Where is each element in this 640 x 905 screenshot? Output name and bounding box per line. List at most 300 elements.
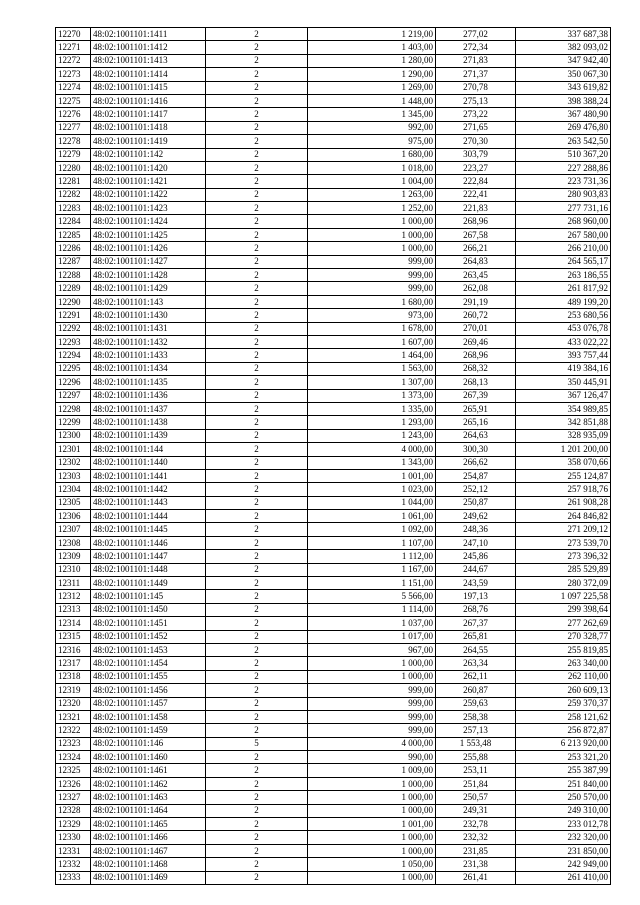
row-number-cell: 12327 (56, 791, 91, 804)
cadastral-number-cell: 48:02:1001101:1440 (91, 456, 206, 469)
table-row (56, 94, 611, 107)
cadastral-value-cell: 263 542,50 (516, 135, 611, 148)
specific-value-cell: 232,32 (436, 831, 516, 844)
area-cell: 1 044,00 (308, 496, 436, 509)
specific-value-cell: 245,86 (436, 550, 516, 563)
area-cell: 1 018,00 (308, 161, 436, 174)
specific-value-cell: 269,46 (436, 335, 516, 348)
category-code-cell: 2 (206, 402, 308, 415)
cadastral-value-cell: 398 388,24 (516, 94, 611, 107)
category-code-cell: 2 (206, 54, 308, 67)
cadastral-number-cell: 48:02:1001101:1428 (91, 269, 206, 282)
area-cell: 1 293,00 (308, 416, 436, 429)
table-row (56, 429, 611, 442)
cadastral-number-cell: 48:02:1001101:1450 (91, 603, 206, 616)
table-row (56, 577, 611, 590)
table-row (56, 376, 611, 389)
area-cell: 1 000,00 (308, 228, 436, 241)
category-code-cell: 2 (206, 684, 308, 697)
cadastral-value-cell: 280 372,09 (516, 577, 611, 590)
row-number-cell: 12326 (56, 777, 91, 790)
specific-value-cell: 264,63 (436, 429, 516, 442)
category-code-cell: 2 (206, 389, 308, 402)
cadastral-number-cell: 48:02:1001101:144 (91, 443, 206, 456)
row-number-cell: 12323 (56, 737, 91, 750)
cadastral-number-cell: 48:02:1001101:1465 (91, 818, 206, 831)
table-row (56, 751, 611, 764)
cadastral-value-cell: 6 213 920,00 (516, 737, 611, 750)
cadastral-value-cell: 253 321,20 (516, 751, 611, 764)
specific-value-cell: 272,34 (436, 41, 516, 54)
cadastral-value-cell: 253 680,56 (516, 309, 611, 322)
category-code-cell: 2 (206, 443, 308, 456)
category-code-cell: 2 (206, 362, 308, 375)
specific-value-cell: 253,11 (436, 764, 516, 777)
category-code-cell: 2 (206, 202, 308, 215)
table-row (56, 791, 611, 804)
table-row (56, 831, 611, 844)
area-cell: 1 004,00 (308, 175, 436, 188)
specific-value-cell: 258,38 (436, 710, 516, 723)
specific-value-cell: 263,45 (436, 269, 516, 282)
table-row (56, 871, 611, 884)
cadastral-number-cell: 48:02:1001101:1444 (91, 510, 206, 523)
row-number-cell: 12305 (56, 496, 91, 509)
cadastral-value-cell: 433 022,22 (516, 335, 611, 348)
cadastral-value-cell: 264 846,82 (516, 510, 611, 523)
cadastral-value-cell: 256 872,87 (516, 724, 611, 737)
row-number-cell: 12292 (56, 322, 91, 335)
category-code-cell: 2 (206, 630, 308, 643)
cadastral-number-cell: 48:02:1001101:1459 (91, 724, 206, 737)
table-row (56, 68, 611, 81)
row-number-cell: 12291 (56, 309, 91, 322)
area-cell: 1 167,00 (308, 563, 436, 576)
category-code-cell: 2 (206, 81, 308, 94)
category-code-cell: 2 (206, 148, 308, 161)
category-code-cell: 2 (206, 777, 308, 790)
specific-value-cell: 271,65 (436, 121, 516, 134)
cadastral-number-cell: 48:02:1001101:1423 (91, 202, 206, 215)
row-number-cell: 12312 (56, 590, 91, 603)
cadastral-value-table (55, 27, 611, 885)
table-row (56, 228, 611, 241)
cadastral-number-cell: 48:02:1001101:1411 (91, 28, 206, 41)
table-row (56, 362, 611, 375)
table-row (56, 657, 611, 670)
cadastral-value-cell: 273 539,70 (516, 536, 611, 549)
category-code-cell: 2 (206, 228, 308, 241)
table-row (56, 710, 611, 723)
cadastral-value-cell: 257 918,76 (516, 483, 611, 496)
row-number-cell: 12333 (56, 871, 91, 884)
table-row (56, 54, 611, 67)
row-number-cell: 12324 (56, 751, 91, 764)
cadastral-value-cell: 350 445,91 (516, 376, 611, 389)
category-code-cell: 2 (206, 41, 308, 54)
area-cell: 1 112,00 (308, 550, 436, 563)
area-cell: 1 464,00 (308, 349, 436, 362)
area-cell: 4 000,00 (308, 737, 436, 750)
area-cell: 992,00 (308, 121, 436, 134)
area-cell: 1 243,00 (308, 429, 436, 442)
area-cell: 1 345,00 (308, 108, 436, 121)
specific-value-cell: 291,19 (436, 295, 516, 308)
cadastral-value-cell: 268 960,00 (516, 215, 611, 228)
category-code-cell: 2 (206, 764, 308, 777)
area-cell: 1 000,00 (308, 804, 436, 817)
table-row (56, 764, 611, 777)
row-number-cell: 12319 (56, 684, 91, 697)
table-row (56, 81, 611, 94)
row-number-cell: 12314 (56, 617, 91, 630)
specific-value-cell: 277,02 (436, 28, 516, 41)
table-row (56, 844, 611, 857)
category-code-cell: 2 (206, 376, 308, 389)
cadastral-value-cell: 231 850,00 (516, 844, 611, 857)
category-code-cell: 2 (206, 617, 308, 630)
table-row (56, 469, 611, 482)
cadastral-value-cell: 260 609,13 (516, 684, 611, 697)
cadastral-value-cell: 337 687,38 (516, 28, 611, 41)
cadastral-value-cell: 277 731,16 (516, 202, 611, 215)
category-code-cell: 2 (206, 818, 308, 831)
area-cell: 1 000,00 (308, 844, 436, 857)
category-code-cell: 2 (206, 349, 308, 362)
area-cell: 1 403,00 (308, 41, 436, 54)
cadastral-number-cell: 48:02:1001101:1425 (91, 228, 206, 241)
specific-value-cell: 265,91 (436, 402, 516, 415)
row-number-cell: 12281 (56, 175, 91, 188)
cadastral-value-cell: 258 121,62 (516, 710, 611, 723)
row-number-cell: 12289 (56, 282, 91, 295)
category-code-cell: 2 (206, 751, 308, 764)
cadastral-value-cell: 273 396,32 (516, 550, 611, 563)
cadastral-number-cell: 48:02:1001101:1454 (91, 657, 206, 670)
cadastral-value-cell: 223 731,36 (516, 175, 611, 188)
category-code-cell: 2 (206, 657, 308, 670)
area-cell: 1 092,00 (308, 523, 436, 536)
category-code-cell: 2 (206, 710, 308, 723)
category-code-cell: 2 (206, 242, 308, 255)
table-row (56, 804, 611, 817)
cadastral-number-cell: 48:02:1001101:142 (91, 148, 206, 161)
category-code-cell: 2 (206, 697, 308, 710)
specific-value-cell: 267,58 (436, 228, 516, 241)
cadastral-value-cell: 285 529,89 (516, 563, 611, 576)
cadastral-value-cell: 261 410,00 (516, 871, 611, 884)
specific-value-cell: 197,13 (436, 590, 516, 603)
row-number-cell: 12330 (56, 831, 91, 844)
category-code-cell: 2 (206, 804, 308, 817)
area-cell: 990,00 (308, 751, 436, 764)
table-row (56, 818, 611, 831)
area-cell: 975,00 (308, 135, 436, 148)
row-number-cell: 12317 (56, 657, 91, 670)
cadastral-number-cell: 48:02:1001101:1424 (91, 215, 206, 228)
cadastral-value-cell: 233 012,78 (516, 818, 611, 831)
specific-value-cell: 1 553,48 (436, 737, 516, 750)
area-cell: 1 114,00 (308, 603, 436, 616)
cadastral-value-cell: 262 110,00 (516, 670, 611, 683)
category-code-cell: 2 (206, 135, 308, 148)
cadastral-number-cell: 48:02:1001101:1432 (91, 335, 206, 348)
cadastral-value-cell: 367 480,90 (516, 108, 611, 121)
cadastral-number-cell: 48:02:1001101:1429 (91, 282, 206, 295)
category-code-cell: 2 (206, 108, 308, 121)
category-code-cell: 2 (206, 121, 308, 134)
specific-value-cell: 266,21 (436, 242, 516, 255)
area-cell: 1 000,00 (308, 871, 436, 884)
row-number-cell: 12284 (56, 215, 91, 228)
specific-value-cell: 263,34 (436, 657, 516, 670)
cadastral-value-cell: 347 942,40 (516, 54, 611, 67)
cadastral-number-cell: 48:02:1001101:1438 (91, 416, 206, 429)
category-code-cell: 2 (206, 456, 308, 469)
row-number-cell: 12308 (56, 536, 91, 549)
row-number-cell: 12322 (56, 724, 91, 737)
area-cell: 999,00 (308, 697, 436, 710)
cadastral-number-cell: 48:02:1001101:1449 (91, 577, 206, 590)
specific-value-cell: 265,81 (436, 630, 516, 643)
cadastral-value-cell: 419 384,16 (516, 362, 611, 375)
cadastral-number-cell: 48:02:1001101:1417 (91, 108, 206, 121)
specific-value-cell: 266,62 (436, 456, 516, 469)
cadastral-value-cell: 367 126,47 (516, 389, 611, 402)
table-row (56, 269, 611, 282)
cadastral-number-cell: 48:02:1001101:1436 (91, 389, 206, 402)
specific-value-cell: 221,83 (436, 202, 516, 215)
cadastral-number-cell: 48:02:1001101:1460 (91, 751, 206, 764)
specific-value-cell: 257,13 (436, 724, 516, 737)
table-row (56, 510, 611, 523)
category-code-cell: 2 (206, 322, 308, 335)
area-cell: 1 678,00 (308, 322, 436, 335)
area-cell: 1 009,00 (308, 764, 436, 777)
category-code-cell: 5 (206, 737, 308, 750)
table-row (56, 536, 611, 549)
specific-value-cell: 262,11 (436, 670, 516, 683)
cadastral-number-cell: 48:02:1001101:1435 (91, 376, 206, 389)
cadastral-number-cell: 48:02:1001101:1446 (91, 536, 206, 549)
row-number-cell: 12307 (56, 523, 91, 536)
row-number-cell: 12302 (56, 456, 91, 469)
cadastral-number-cell: 48:02:1001101:1433 (91, 349, 206, 362)
cadastral-number-cell: 48:02:1001101:1452 (91, 630, 206, 643)
cadastral-number-cell: 48:02:1001101:1430 (91, 309, 206, 322)
row-number-cell: 12270 (56, 28, 91, 41)
specific-value-cell: 264,55 (436, 643, 516, 656)
category-code-cell: 2 (206, 577, 308, 590)
cadastral-value-cell: 261 817,92 (516, 282, 611, 295)
row-number-cell: 12299 (56, 416, 91, 429)
cadastral-value-cell: 382 093,02 (516, 41, 611, 54)
table-row (56, 416, 611, 429)
area-cell: 1 219,00 (308, 28, 436, 41)
cadastral-value-cell: 232 320,00 (516, 831, 611, 844)
area-cell: 1 290,00 (308, 68, 436, 81)
specific-value-cell: 271,83 (436, 54, 516, 67)
specific-value-cell: 260,87 (436, 684, 516, 697)
cadastral-number-cell: 48:02:1001101:1416 (91, 94, 206, 107)
cadastral-number-cell: 48:02:1001101:1469 (91, 871, 206, 884)
row-number-cell: 12285 (56, 228, 91, 241)
table-row (56, 282, 611, 295)
table-row (56, 121, 611, 134)
cadastral-number-cell: 48:02:1001101:1462 (91, 777, 206, 790)
specific-value-cell: 270,30 (436, 135, 516, 148)
area-cell: 999,00 (308, 255, 436, 268)
area-cell: 1 000,00 (308, 670, 436, 683)
cadastral-number-cell: 48:02:1001101:1434 (91, 362, 206, 375)
table-body (56, 28, 611, 885)
row-number-cell: 12332 (56, 858, 91, 871)
category-code-cell: 2 (206, 563, 308, 576)
cadastral-number-cell: 48:02:1001101:1439 (91, 429, 206, 442)
category-code-cell: 2 (206, 536, 308, 549)
area-cell: 1 269,00 (308, 81, 436, 94)
category-code-cell: 2 (206, 510, 308, 523)
cadastral-number-cell: 48:02:1001101:1412 (91, 41, 206, 54)
area-cell: 1 001,00 (308, 469, 436, 482)
area-cell: 1 307,00 (308, 376, 436, 389)
category-code-cell: 2 (206, 550, 308, 563)
table-row (56, 643, 611, 656)
row-number-cell: 12293 (56, 335, 91, 348)
area-cell: 1 000,00 (308, 215, 436, 228)
row-number-cell: 12320 (56, 697, 91, 710)
area-cell: 999,00 (308, 724, 436, 737)
table-row (56, 28, 611, 41)
specific-value-cell: 250,57 (436, 791, 516, 804)
cadastral-number-cell: 48:02:1001101:1457 (91, 697, 206, 710)
cadastral-value-cell: 358 070,66 (516, 456, 611, 469)
specific-value-cell: 259,63 (436, 697, 516, 710)
row-number-cell: 12280 (56, 161, 91, 174)
table-row (56, 684, 611, 697)
specific-value-cell: 270,01 (436, 322, 516, 335)
area-cell: 1 000,00 (308, 242, 436, 255)
specific-value-cell: 268,96 (436, 215, 516, 228)
table-row (56, 389, 611, 402)
specific-value-cell: 255,88 (436, 751, 516, 764)
category-code-cell: 2 (206, 590, 308, 603)
specific-value-cell: 268,32 (436, 362, 516, 375)
cadastral-value-cell: 1 097 225,58 (516, 590, 611, 603)
row-number-cell: 12296 (56, 376, 91, 389)
area-cell: 1 000,00 (308, 831, 436, 844)
cadastral-number-cell: 48:02:1001101:1422 (91, 188, 206, 201)
area-cell: 1 335,00 (308, 402, 436, 415)
cadastral-number-cell: 48:02:1001101:1464 (91, 804, 206, 817)
cadastral-value-cell: 227 288,86 (516, 161, 611, 174)
cadastral-number-cell: 48:02:1001101:1463 (91, 791, 206, 804)
specific-value-cell: 267,39 (436, 389, 516, 402)
row-number-cell: 12276 (56, 108, 91, 121)
table-row (56, 335, 611, 348)
area-cell: 1 563,00 (308, 362, 436, 375)
cadastral-number-cell: 48:02:1001101:1442 (91, 483, 206, 496)
cadastral-number-cell: 48:02:1001101:1431 (91, 322, 206, 335)
specific-value-cell: 251,84 (436, 777, 516, 790)
cadastral-value-cell: 510 367,20 (516, 148, 611, 161)
area-cell: 1 280,00 (308, 54, 436, 67)
cadastral-number-cell: 48:02:1001101:1420 (91, 161, 206, 174)
category-code-cell: 2 (206, 269, 308, 282)
table-row (56, 402, 611, 415)
area-cell: 1 252,00 (308, 202, 436, 215)
category-code-cell: 2 (206, 335, 308, 348)
cadastral-number-cell: 48:02:1001101:1437 (91, 402, 206, 415)
specific-value-cell: 249,31 (436, 804, 516, 817)
area-cell: 999,00 (308, 684, 436, 697)
category-code-cell: 2 (206, 215, 308, 228)
area-cell: 4 000,00 (308, 443, 436, 456)
cadastral-value-cell: 249 310,00 (516, 804, 611, 817)
area-cell: 1 001,00 (308, 818, 436, 831)
area-cell: 1 000,00 (308, 791, 436, 804)
area-cell: 1 061,00 (308, 510, 436, 523)
specific-value-cell: 222,84 (436, 175, 516, 188)
area-cell: 1 023,00 (308, 483, 436, 496)
category-code-cell: 2 (206, 175, 308, 188)
table-row (56, 108, 611, 121)
table-row (56, 777, 611, 790)
cadastral-number-cell: 48:02:1001101:1419 (91, 135, 206, 148)
cadastral-value-cell: 263 186,55 (516, 269, 611, 282)
row-number-cell: 12273 (56, 68, 91, 81)
row-number-cell: 12282 (56, 188, 91, 201)
table-row (56, 188, 611, 201)
table-row (56, 563, 611, 576)
cadastral-value-cell: 242 949,00 (516, 858, 611, 871)
cadastral-value-cell: 453 076,78 (516, 322, 611, 335)
cadastral-number-cell: 48:02:1001101:1455 (91, 670, 206, 683)
area-cell: 999,00 (308, 269, 436, 282)
category-code-cell: 2 (206, 295, 308, 308)
row-number-cell: 12274 (56, 81, 91, 94)
cadastral-value-cell: 269 476,80 (516, 121, 611, 134)
area-cell: 973,00 (308, 309, 436, 322)
row-number-cell: 12277 (56, 121, 91, 134)
area-cell: 1 050,00 (308, 858, 436, 871)
cadastral-number-cell: 48:02:1001101:1427 (91, 255, 206, 268)
cadastral-number-cell: 48:02:1001101:1456 (91, 684, 206, 697)
specific-value-cell: 271,37 (436, 68, 516, 81)
specific-value-cell: 300,30 (436, 443, 516, 456)
cadastral-value-cell: 1 201 200,00 (516, 443, 611, 456)
row-number-cell: 12303 (56, 469, 91, 482)
row-number-cell: 12294 (56, 349, 91, 362)
cadastral-value-cell: 350 067,30 (516, 68, 611, 81)
area-cell: 1 107,00 (308, 536, 436, 549)
category-code-cell: 2 (206, 496, 308, 509)
area-cell: 1 680,00 (308, 148, 436, 161)
area-cell: 1 343,00 (308, 456, 436, 469)
table-row (56, 617, 611, 630)
category-code-cell: 2 (206, 94, 308, 107)
row-number-cell: 12318 (56, 670, 91, 683)
cadastral-number-cell: 48:02:1001101:1443 (91, 496, 206, 509)
table-row (56, 175, 611, 188)
specific-value-cell: 231,38 (436, 858, 516, 871)
specific-value-cell: 265,16 (436, 416, 516, 429)
cadastral-value-cell: 280 903,83 (516, 188, 611, 201)
area-cell: 1 263,00 (308, 188, 436, 201)
row-number-cell: 12278 (56, 135, 91, 148)
cadastral-value-cell: 343 619,82 (516, 81, 611, 94)
table-row (56, 255, 611, 268)
